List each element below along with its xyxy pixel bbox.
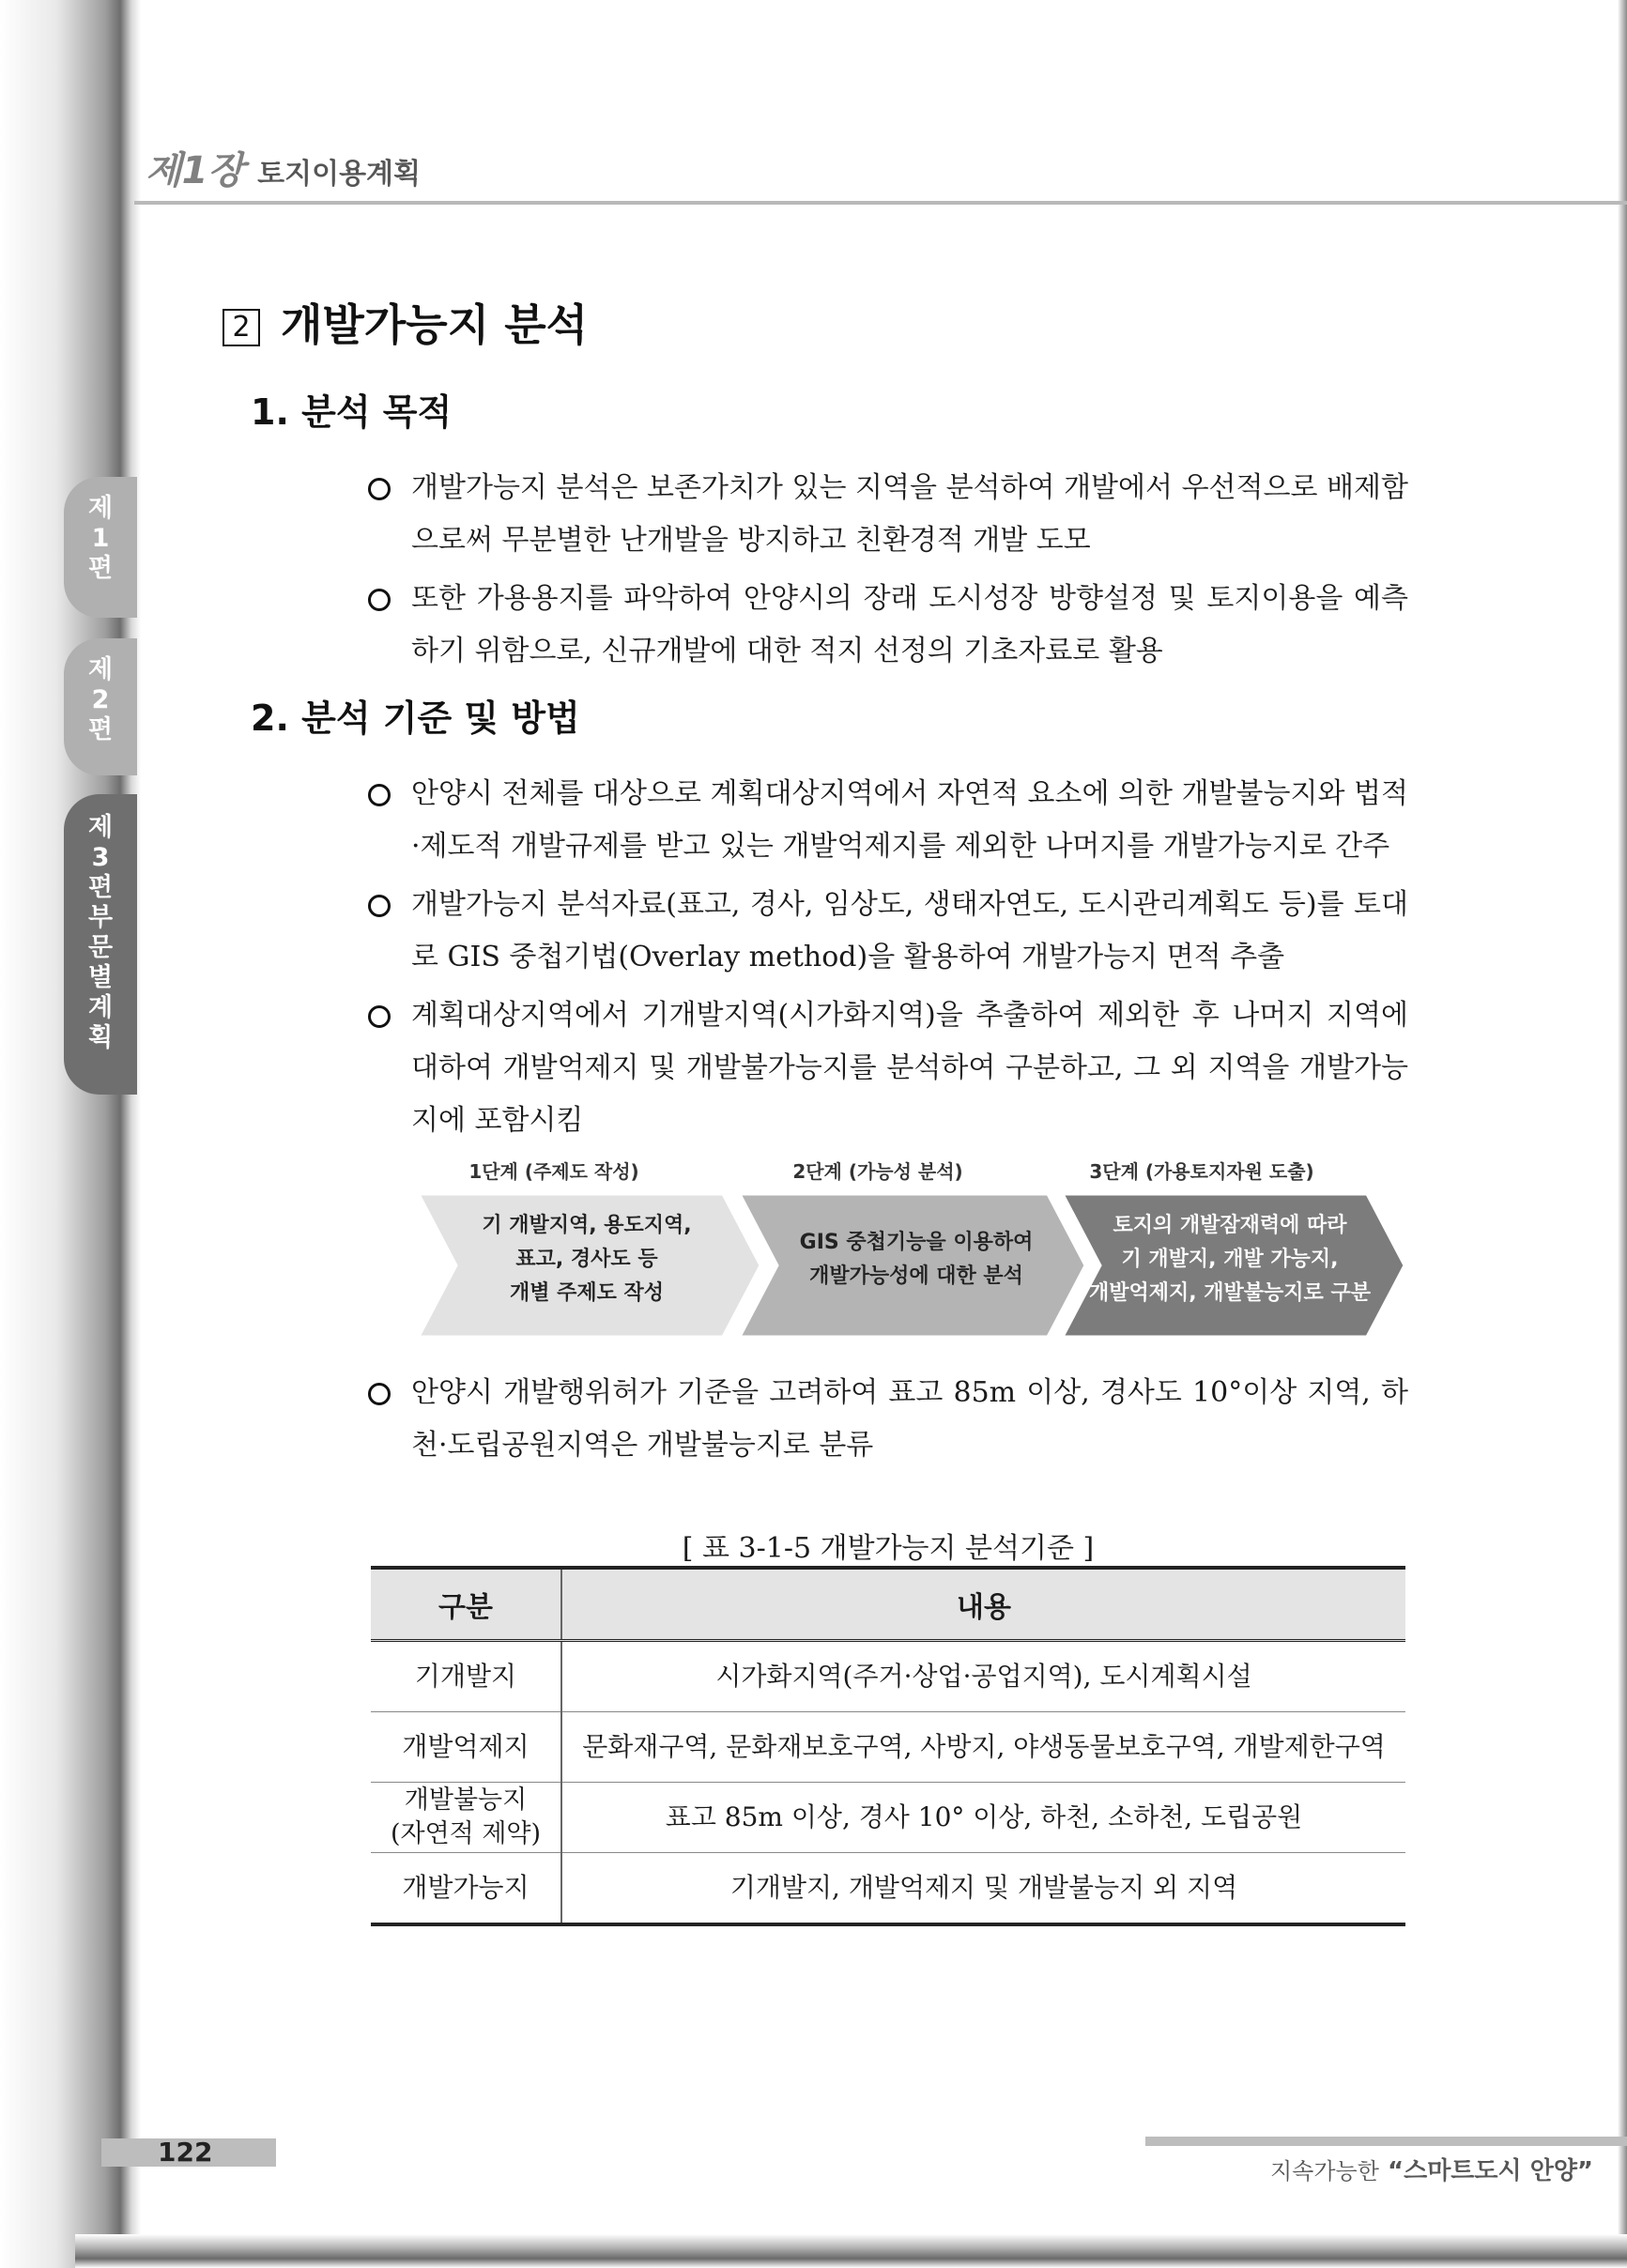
table-row	[371, 1853, 1405, 1925]
bullet-item	[368, 768, 1408, 873]
step-text-1	[460, 1209, 714, 1310]
bullet-text: 개발가능지 분석은 보존가치가 있는 지역을 분석하여 개발에서 우선적으로 배제함으로써 무분별한 난개발을 방지하고 친환경적 개발 도모	[411, 471, 1408, 557]
tab-char: 별	[87, 963, 114, 992]
side-tab-part-1[interactable]	[64, 477, 137, 618]
tab-char: 2	[91, 685, 110, 714]
bullet-circle-icon	[368, 589, 391, 611]
step-line: 개발가능성에 대한 분석	[809, 1264, 1023, 1288]
tab-char: 편	[87, 715, 114, 744]
bullet-circle-icon	[368, 895, 391, 917]
bullet-text: 안양시 개발행위허가 기준을 고려하여 표고 85m 이상, 경사도 10°이상 지역, 하천·도립공원지역은 개발불능지로 분류	[411, 1376, 1408, 1462]
bullet-text: 계획대상지역에서 기개발지역(시가화지역)을 추출하여 제외한 후 나머지 지역에 대하여 개발억제지 및 개발불가능지를 분석하여 구분하고, 그 외 지역을 개발가능지에 포함시킴	[411, 999, 1408, 1137]
bullet-list-1	[368, 462, 1408, 678]
category-cell: 개발억제지	[371, 1712, 561, 1783]
step-line: 개발억제지, 개발불능지로 구분	[1089, 1281, 1371, 1305]
step-text-3	[1070, 1209, 1389, 1310]
tab-char: 3	[91, 843, 110, 872]
bullet-item	[368, 879, 1408, 984]
bullet-item	[368, 1367, 1408, 1472]
bullet-item	[368, 989, 1408, 1147]
step-label-3: 3단계 (가용토지자원 도출)	[1089, 1160, 1314, 1183]
bullet-circle-icon	[368, 1005, 391, 1028]
bullet-circle-icon	[368, 1383, 391, 1405]
category-cell: 개발가능지	[371, 1853, 561, 1925]
table-caption: [ 표 3-1-5 개발가능지 분석기준 ]	[682, 1532, 1095, 1565]
side-tab-part-2[interactable]	[64, 638, 137, 775]
step-label-2: 2단계 (가능성 분석)	[792, 1160, 963, 1183]
tab-char: 제	[87, 813, 114, 842]
side-tab-part-3[interactable]	[64, 794, 137, 1095]
header-rule	[134, 201, 1627, 205]
bullet-text: 개발가능지 분석자료(표고, 경사, 임상도, 생태자연도, 도시관리계획도 등)를 토대로 GIS 중첩기법(Overlay method)을 활용하여 개발가능지 면적 추출	[411, 888, 1408, 973]
tab-char: 부	[87, 903, 114, 932]
page-number: 122	[158, 2137, 213, 2168]
tab-char: 1	[91, 524, 110, 553]
header-cell: 구분	[371, 1568, 561, 1641]
step-line: GIS 중첩기능을 이용하여	[799, 1231, 1034, 1254]
section-number-box: 2	[223, 309, 260, 346]
tab-char: 편	[87, 873, 114, 902]
subsection-heading-1: 1. 분석 목적	[251, 391, 453, 433]
chapter-header	[146, 141, 421, 194]
footer-title-prefix: 지속가능한	[1270, 2158, 1379, 2184]
tab-char: 제	[87, 655, 114, 684]
footer-title-main: “스마트도시 안양”	[1387, 2157, 1594, 2185]
subsection-heading-2: 2. 분석 기준 및 방법	[251, 697, 580, 739]
category-cell: 기개발지	[371, 1641, 561, 1712]
table-row	[371, 1783, 1405, 1853]
footer-rule	[1145, 2137, 1627, 2146]
tab-char: 획	[87, 1023, 114, 1052]
bullet-text: 또한 가용용지를 파악하여 안양시의 장래 도시성장 방향설정 및 토지이용을 예측하기 위함으로, 신규개발에 대한 적지 선정의 기초자료로 활용	[411, 582, 1408, 667]
step-line: 기 개발지, 개발 가능지,	[1121, 1248, 1339, 1271]
bullet-text: 안양시 전체를 대상으로 계획대상지역에서 자연적 요소에 의한 개발불능지와 법적·제도적 개발규제를 받고 있는 개발억제지를 제외한 나머지를 개발가능지로 간주	[411, 777, 1408, 863]
step-line: 기 개발지역, 용도지역,	[482, 1214, 692, 1237]
content-cell: 문화재구역, 문화재보호구역, 사방지, 야생동물보호구역, 개발제한구역	[561, 1712, 1405, 1783]
process-flow-diagram	[413, 1157, 1408, 1344]
bullet-list-3	[368, 1367, 1408, 1472]
content-cell: 시가화지역(주거·상업·공업지역), 도시계획시설	[561, 1641, 1405, 1712]
content-cell: 표고 85m 이상, 경사 10° 이상, 하천, 소하천, 도립공원	[561, 1783, 1405, 1853]
table-row	[371, 1641, 1405, 1712]
tab-char: 편	[87, 554, 114, 583]
step-label-1: 1단계 (주제도 작성)	[468, 1160, 639, 1183]
category-cell: 개발불능지 (자연적 제약)	[371, 1783, 561, 1853]
bullet-item	[368, 573, 1408, 678]
header-cell: 내용	[561, 1568, 1405, 1641]
section-heading	[223, 291, 588, 353]
step-text-2	[775, 1226, 1057, 1294]
bullet-list-2	[368, 768, 1408, 1147]
bullet-circle-icon	[368, 478, 391, 500]
binding-shadow-left	[0, 0, 141, 2268]
chapter-number: 제1장	[146, 149, 245, 192]
bullet-item	[368, 462, 1408, 567]
tab-char: 계	[87, 993, 114, 1022]
footer-title	[1270, 2152, 1593, 2186]
criteria-table	[371, 1566, 1405, 1926]
chapter-title: 토지이용계획	[257, 158, 422, 191]
table-header-row	[371, 1568, 1405, 1641]
table-row	[371, 1712, 1405, 1783]
page-edge-right	[1618, 0, 1627, 2268]
page-edge-bottom	[75, 2234, 1627, 2268]
tab-char: 문	[87, 933, 114, 962]
step-line: 개별 주제도 작성	[509, 1281, 665, 1305]
content-cell: 기개발지, 개발억제지 및 개발불능지 외 지역	[561, 1853, 1405, 1925]
tab-char: 제	[87, 494, 114, 523]
step-line: 표고, 경사도 등	[515, 1248, 658, 1271]
step-line: 토지의 개발잠재력에 따라	[1113, 1214, 1347, 1237]
bullet-circle-icon	[368, 784, 391, 806]
section-title: 개발가능지 분석	[281, 299, 589, 350]
